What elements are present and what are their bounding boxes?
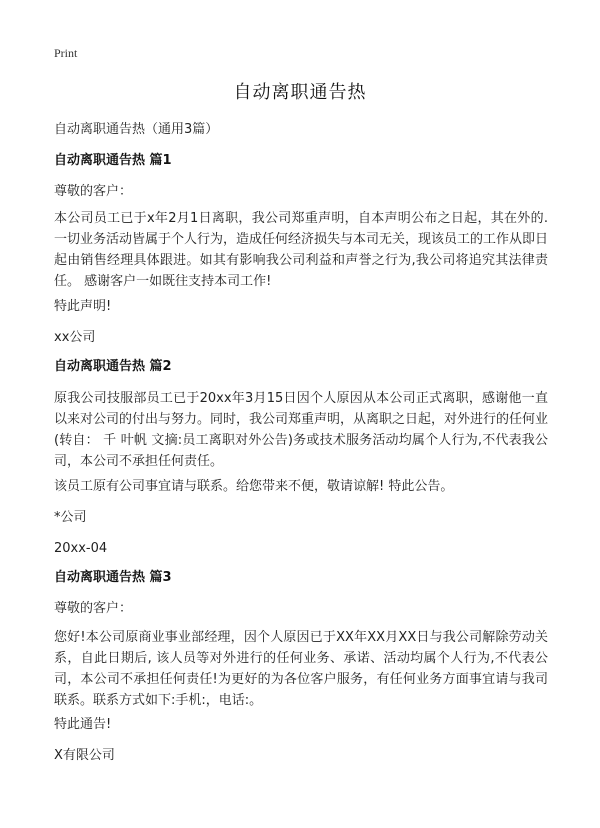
section-2-heading: 自动离职通告热 篇2 [54,359,172,374]
section-3-signature: X有限公司 [54,748,115,763]
section-2-body: 原我公司技服部员工已于20xx年3月15日因个人原因从本公司正式离职，感谢他一直以来对公司的付出与努力。同时，我公司郑重声明，从离职之日起，对外进行的任何业(转自： 千 叶帆 文摘:员工离职对外公告)务或技术服务活动均属个人行为,不代表我公司，本公司不承担任何责任。 [54,391,549,469]
document-subtitle: 自动离职通告热（通用3篇） [54,122,219,137]
section-2-signature: *公司 [54,510,87,525]
section-2-body-2: 该员工原有公司事宜请与联系。给您带来不便，敬请谅解! 特此公告。 [54,479,454,494]
section-1-body: 本公司员工已于x年2月1日离职，我公司郑重声明，自本声明公布之日起，其在外的.一切业务活动皆属于个人行为，造成任何经济损失与本司无关，现该员工的工作从即日起由销售经理具体跟进。如其有影响我公司利益和声誉之行为,我公司将追究其法律责任。 感谢客户一如既往支持本司工作! [54,211,549,289]
section-1-signature: xx公司 [54,330,96,345]
document-title: 自动离职通告热 [233,82,367,103]
section-3-closing: 特此通告! [54,717,112,732]
section-1-closing: 特此声明! [54,299,112,314]
section-3-body: 您好!本公司原商业事业部经理，因个人原因已于XX年XX月XX日与我公司解除劳动关系，自此日期后, 该人员等对外进行的任何业务、承诺、活动均属个人行为,不代表公司，本公司不承担任何责任!为更好的为各位客户服务，有任何业务方面事宜请与我司联系。联系方式如下:手机:，电话:。 [54,630,548,708]
section-3-salutation: 尊敬的客户： [54,601,133,616]
section-1-heading: 自动离职通告热 篇1 [54,153,172,168]
section-3-heading: 自动离职通告热 篇3 [54,570,172,585]
print-label: Print [54,46,78,60]
section-2-date: 20xx-04 [54,541,108,556]
section-1-salutation: 尊敬的客户： [54,184,133,199]
